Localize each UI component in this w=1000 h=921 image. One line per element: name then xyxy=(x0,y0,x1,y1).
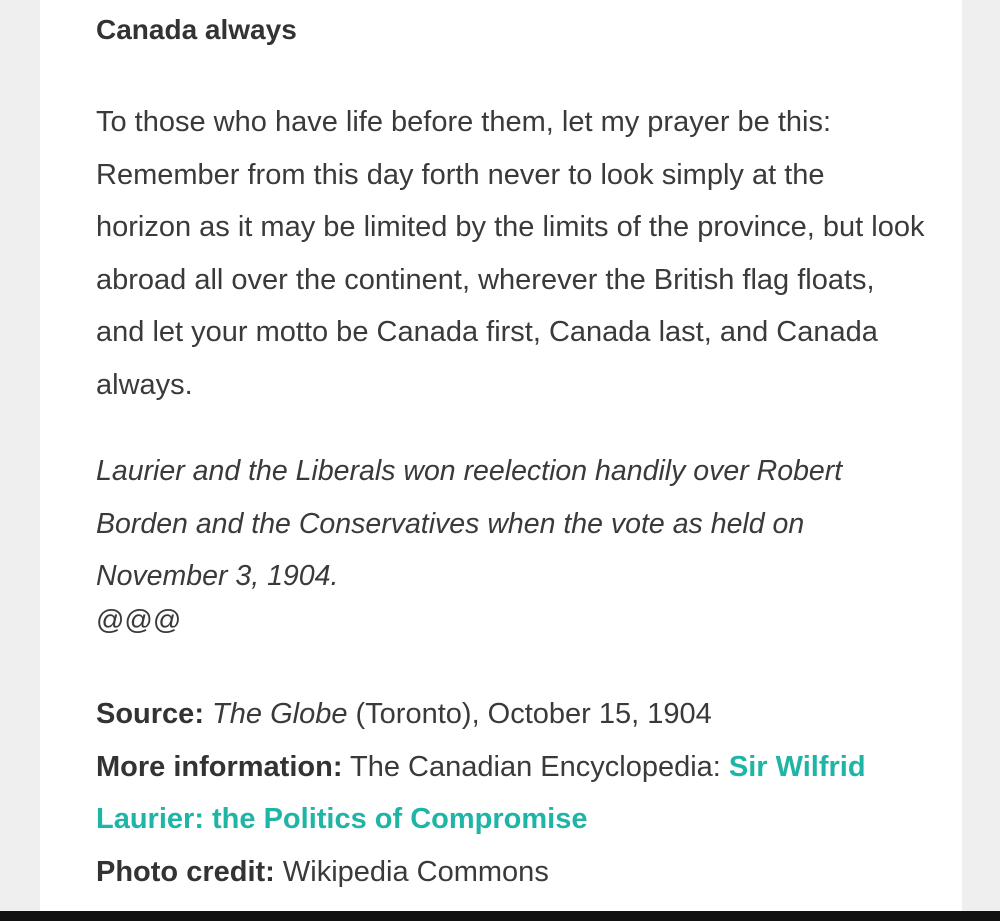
photo-credit-text: Wikipedia Commons xyxy=(274,855,549,888)
source-label: Source: xyxy=(96,698,204,730)
source-details: (Toronto), October 15, 1904 xyxy=(347,698,712,730)
article-page xyxy=(40,0,962,911)
encyclopedia-link[interactable]: Sir Wilfrid Laurier: the Politics of Compromise xyxy=(96,750,866,835)
election-note: Laurier and the Liberals won reelection handily over Robert Borden and the Conservatives when the vote as held on November 3, 1904. xyxy=(96,455,843,592)
source-value xyxy=(212,698,712,730)
source-title: The Globe xyxy=(212,698,348,730)
article-meta xyxy=(96,688,926,898)
separator-marks: @@@ xyxy=(96,604,182,635)
section-heading: Canada always xyxy=(96,14,297,45)
left-gutter xyxy=(0,0,40,911)
more-info-label: More information: xyxy=(96,750,343,783)
laurier-quote: To those who have life before them, let my prayer be this: Remember from this day forth never to look simply at the horizon as it may be limited by the limits of the province, but look abroad all over the continent, wherever the British flag floats, and let your motto be Canada first, Canada last, and Canada always. xyxy=(96,106,925,401)
more-info-text: The Canadian Encyclopedia: xyxy=(342,750,729,783)
photo-credit-label: Photo credit: xyxy=(96,855,275,888)
right-gutter xyxy=(962,0,1000,911)
bottom-edge xyxy=(0,911,1000,921)
